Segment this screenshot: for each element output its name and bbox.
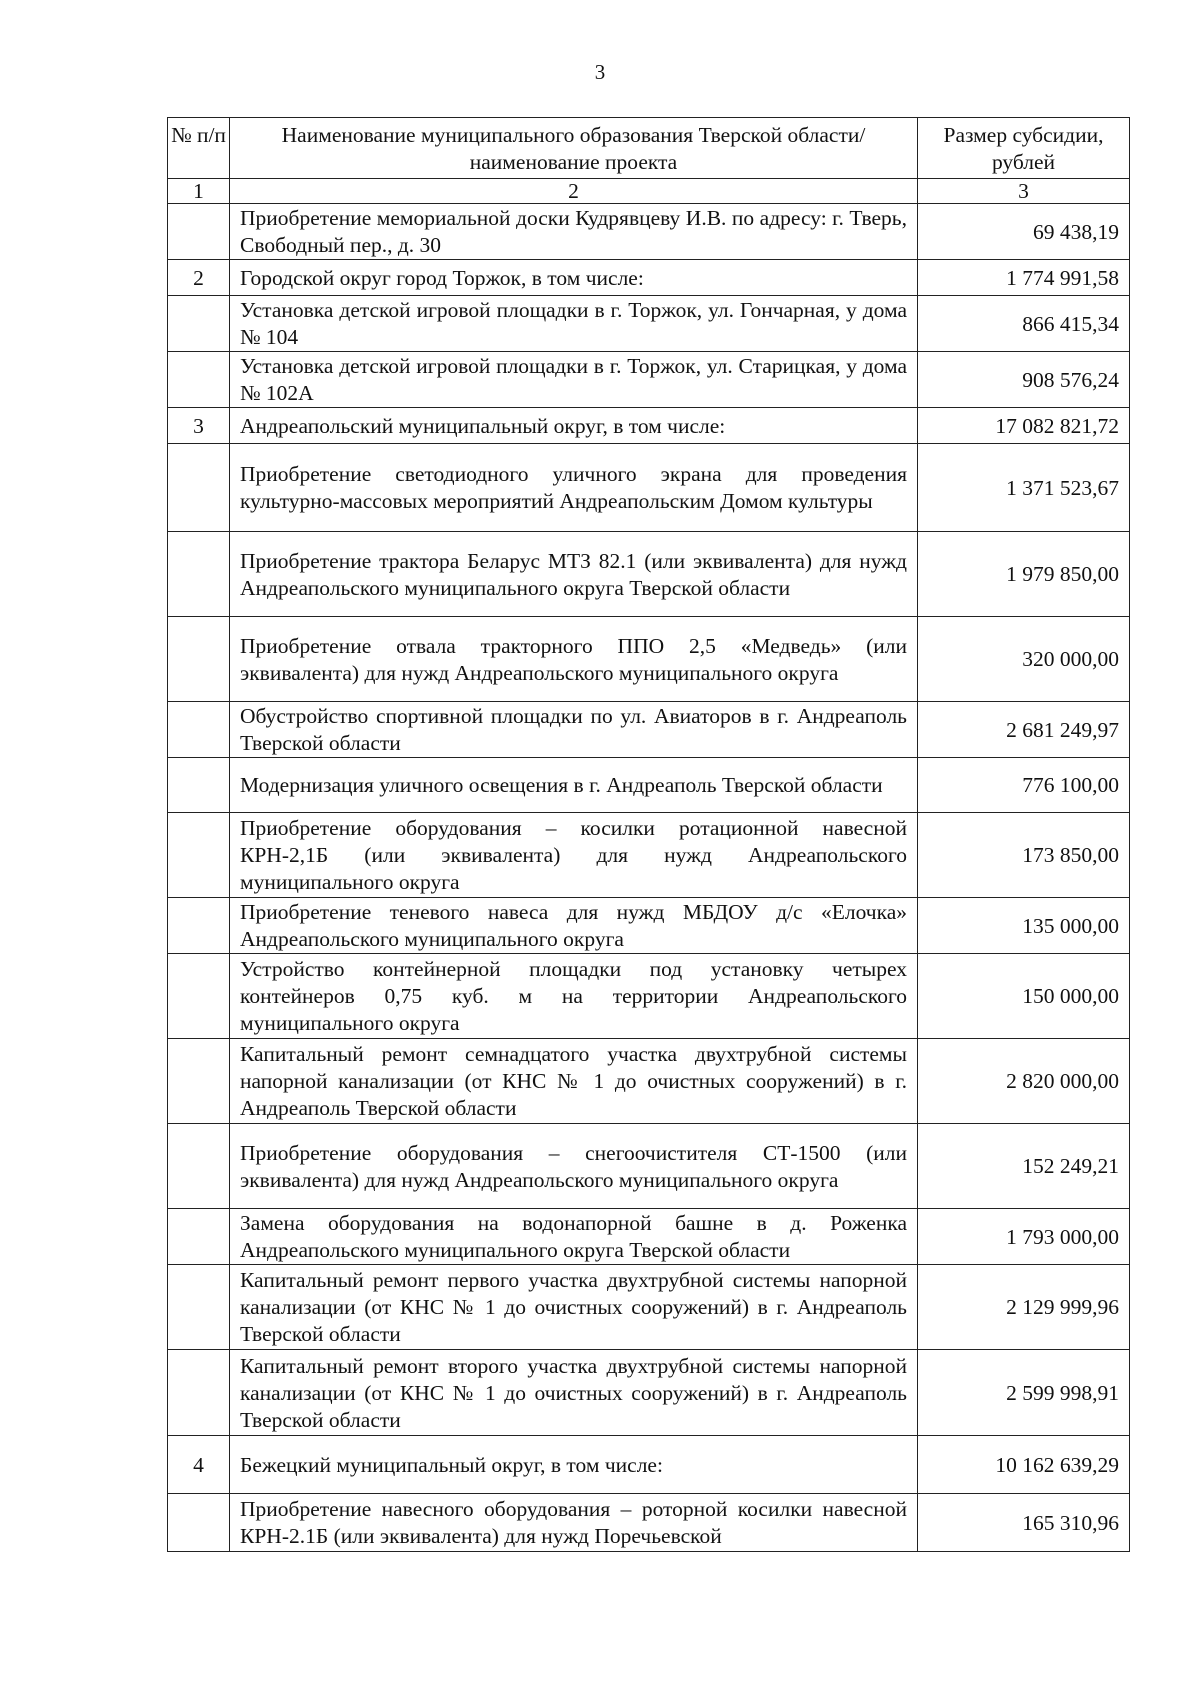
row-sum: 135 000,00 xyxy=(918,898,1130,954)
table-row xyxy=(168,1265,1130,1350)
row-sum: 2 599 998,91 xyxy=(918,1350,1130,1436)
row-sum: 69 438,19 xyxy=(918,204,1130,260)
row-sum: 17 082 821,72 xyxy=(918,408,1130,444)
table-row xyxy=(168,813,1130,898)
row-number xyxy=(168,1039,230,1124)
table-row xyxy=(168,954,1130,1039)
table-row xyxy=(168,444,1130,532)
row-name: Капитальный ремонт второго участка двухтрубной системы напорной канализации (от КНС № 1 до очистных сооружений) в г. Андреаполь Тверской области xyxy=(230,1350,918,1436)
row-number xyxy=(168,617,230,702)
row-sum: 150 000,00 xyxy=(918,954,1130,1039)
column-index-row xyxy=(168,179,1130,204)
subsidy-table xyxy=(167,117,1130,1552)
row-number: 3 xyxy=(168,408,230,444)
row-sum: 1 793 000,00 xyxy=(918,1209,1130,1265)
row-sum: 2 129 999,96 xyxy=(918,1265,1130,1350)
table-row xyxy=(168,1209,1130,1265)
table-row xyxy=(168,1124,1130,1209)
table-row xyxy=(168,296,1130,352)
row-number xyxy=(168,1350,230,1436)
row-number xyxy=(168,954,230,1039)
header-row xyxy=(168,118,1130,179)
row-sum: 908 576,24 xyxy=(918,352,1130,408)
table-row xyxy=(168,1039,1130,1124)
row-number xyxy=(168,204,230,260)
row-number xyxy=(168,1265,230,1350)
table-row xyxy=(168,532,1130,617)
table-row xyxy=(168,1494,1130,1552)
table-row xyxy=(168,758,1130,813)
row-sum: 1 774 991,58 xyxy=(918,260,1130,296)
column-index-2: 2 xyxy=(230,179,918,204)
row-name: Приобретение мемориальной доски Кудрявцеву И.В. по адресу: г. Тверь, Свободный пер., д. 30 xyxy=(230,204,918,260)
row-number xyxy=(168,296,230,352)
table-row xyxy=(168,1436,1130,1494)
row-number xyxy=(168,758,230,813)
row-name: Приобретение светодиодного уличного экрана для проведения культурно-массовых мероприятий Андреапольским Домом культуры xyxy=(230,444,918,532)
row-sum: 776 100,00 xyxy=(918,758,1130,813)
row-number xyxy=(168,1124,230,1209)
row-name: Бежецкий муниципальный округ, в том числе: xyxy=(230,1436,918,1494)
row-sum: 2 681 249,97 xyxy=(918,702,1130,758)
row-sum: 152 249,21 xyxy=(918,1124,1130,1209)
row-sum: 173 850,00 xyxy=(918,813,1130,898)
row-name: Обустройство спортивной площадки по ул. Авиаторов в г. Андреаполь Тверской области xyxy=(230,702,918,758)
row-sum: 2 820 000,00 xyxy=(918,1039,1130,1124)
row-sum: 866 415,34 xyxy=(918,296,1130,352)
row-name: Городской округ город Торжок, в том числе: xyxy=(230,260,918,296)
row-number xyxy=(168,898,230,954)
row-name: Установка детской игровой площадки в г. Торжок, ул. Гончарная, у дома № 104 xyxy=(230,296,918,352)
row-name: Приобретение отвала тракторного ППО 2,5 «Медведь» (или эквивалента) для нужд Андреапольского муниципального округа xyxy=(230,617,918,702)
row-number xyxy=(168,1494,230,1552)
row-number xyxy=(168,352,230,408)
column-index-3: 3 xyxy=(918,179,1130,204)
row-name: Замена оборудования на водонапорной башне в д. Роженка Андреапольского муниципального округа Тверской области xyxy=(230,1209,918,1265)
column-index-1: 1 xyxy=(168,179,230,204)
header-sum: Размер субсидии, рублей xyxy=(918,118,1130,179)
row-name: Капитальный ремонт семнадцатого участка двухтрубной системы напорной канализации (от КНС № 1 до очистных сооружений) в г. Андреаполь Тверской области xyxy=(230,1039,918,1124)
row-name: Приобретение трактора Беларус МТЗ 82.1 (или эквивалента) для нужд Андреапольского муниципального округа Тверской области xyxy=(230,532,918,617)
row-sum: 1 979 850,00 xyxy=(918,532,1130,617)
row-name: Приобретение теневого навеса для нужд МБДОУ д/с «Елочка» Андреапольского муниципального округа xyxy=(230,898,918,954)
row-name: Установка детской игровой площадки в г. Торжок, ул. Старицкая, у дома № 102А xyxy=(230,352,918,408)
row-sum: 1 371 523,67 xyxy=(918,444,1130,532)
table-row xyxy=(168,352,1130,408)
row-number xyxy=(168,1209,230,1265)
row-number: 4 xyxy=(168,1436,230,1494)
table-row xyxy=(168,260,1130,296)
row-name: Приобретение оборудования – снегоочистителя СТ-1500 (или эквивалента) для нужд Андреапольского муниципального округа xyxy=(230,1124,918,1209)
table-row xyxy=(168,204,1130,260)
row-sum: 10 162 639,29 xyxy=(918,1436,1130,1494)
row-name: Приобретение оборудования – косилки ротационной навесной КРН-2,1Б (или эквивалента) для нужд Андреапольского муниципального округа xyxy=(230,813,918,898)
table-row xyxy=(168,617,1130,702)
row-name: Устройство контейнерной площадки под установку четырех контейнеров 0,75 куб. м на территории Андреапольского муниципального округа xyxy=(230,954,918,1039)
table-row xyxy=(168,898,1130,954)
row-name: Приобретение навесного оборудования – роторной косилки навесной КРН-2.1Б (или эквивалента) для нужд Поречьевской xyxy=(230,1494,918,1552)
row-number xyxy=(168,702,230,758)
row-name: Капитальный ремонт первого участка двухтрубной системы напорной канализации (от КНС № 1 до очистных сооружений) в г. Андреаполь Тверской области xyxy=(230,1265,918,1350)
subsidy-table-wrapper xyxy=(167,117,1130,1552)
table-row xyxy=(168,1350,1130,1436)
table-row xyxy=(168,702,1130,758)
row-number xyxy=(168,444,230,532)
row-name: Модернизация уличного освещения в г. Андреаполь Тверской области xyxy=(230,758,918,813)
row-name: Андреапольский муниципальный округ, в том числе: xyxy=(230,408,918,444)
header-num: № п/п xyxy=(168,118,230,179)
header-name: Наименование муниципального образования Тверской области/наименование проекта xyxy=(230,118,918,179)
row-sum: 320 000,00 xyxy=(918,617,1130,702)
table-row xyxy=(168,408,1130,444)
page-number: 3 xyxy=(594,60,606,84)
row-number: 2 xyxy=(168,260,230,296)
row-number xyxy=(168,813,230,898)
row-sum: 165 310,96 xyxy=(918,1494,1130,1552)
row-number xyxy=(168,532,230,617)
